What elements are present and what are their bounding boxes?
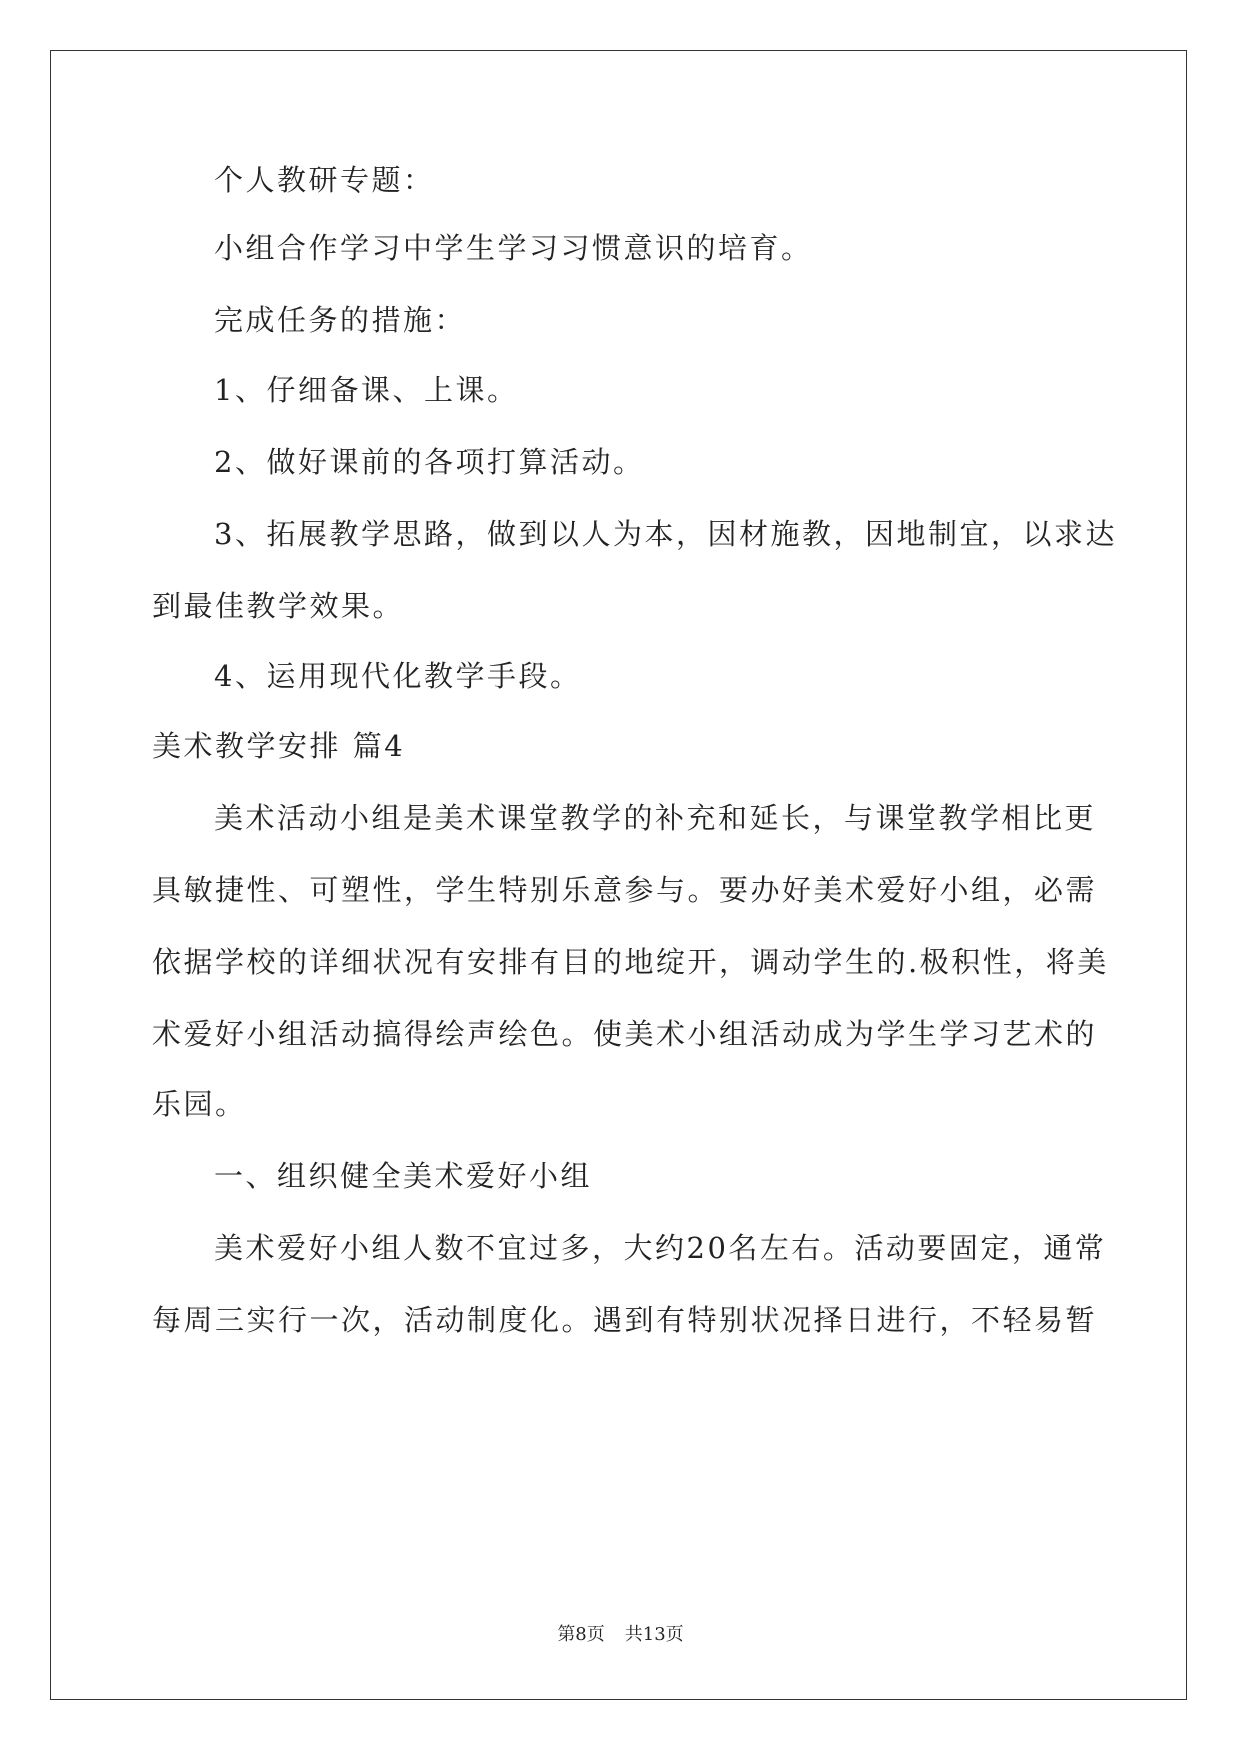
section-heading: 美术教学安排 篇4: [152, 729, 406, 763]
paragraph-line: 具敏捷性、可塑性，学生特别乐意参与。要办好美术爱好小组，必需: [152, 873, 1098, 907]
paragraph-line: 小组合作学习中学生学习习惯意识的培育。: [214, 231, 813, 265]
paragraph-line: 每周三实行一次，活动制度化。遇到有特别状况择日进行，不轻易暂: [152, 1303, 1098, 1337]
paragraph-line: 术爱好小组活动搞得绘声绘色。使美术小组活动成为学生学习艺术的: [152, 1017, 1098, 1051]
paragraph-line: 完成任务的措施：: [214, 303, 467, 337]
list-item: 1、仔细备课、上课。: [214, 373, 519, 407]
page-total: 共13页: [624, 1624, 684, 1645]
list-item: 2、做好课前的各项打算活动。: [214, 445, 645, 479]
paragraph-line: 美术活动小组是美术课堂教学的补充和延长，与课堂教学相比更: [214, 801, 1097, 835]
list-item: 3、拓展教学思路，做到以人为本，因材施教，因地制宜，以求达: [214, 517, 1117, 551]
list-item: 4、运用现代化教学手段。: [214, 659, 582, 693]
page-number: 第8页: [557, 1624, 605, 1645]
paragraph-line: 美术爱好小组人数不宜过多，大约20名左右。活动要固定，通常: [214, 1231, 1107, 1265]
paragraph-line: 个人教研专题：: [214, 163, 435, 197]
paragraph-line: 依据学校的详细状况有安排有目的地绽开，调动学生的.极积性，将美: [152, 945, 1109, 979]
page-footer: [0, 1620, 1241, 1646]
paragraph-line: 乐园。: [152, 1087, 247, 1121]
list-item-continuation: 到最佳教学效果。: [152, 589, 405, 623]
subsection-heading: 一、组织健全美术爱好小组: [214, 1159, 593, 1193]
